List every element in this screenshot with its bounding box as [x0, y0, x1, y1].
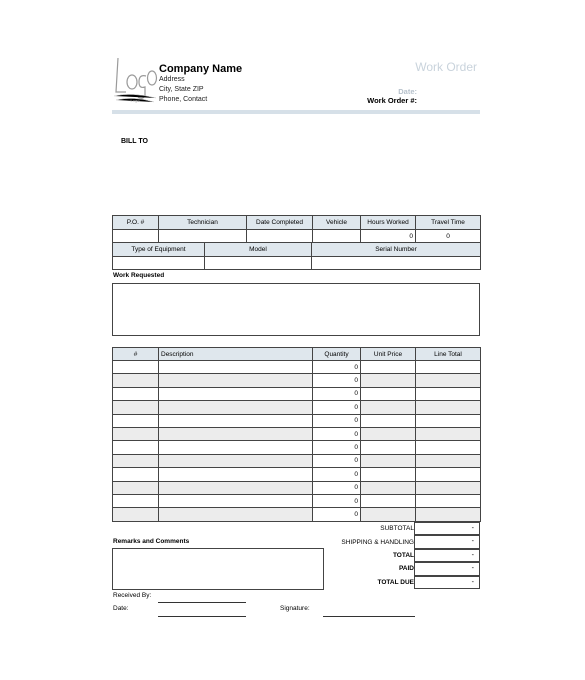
item-unit-price-cell[interactable] — [361, 454, 416, 467]
item-number-cell[interactable] — [113, 374, 159, 387]
item-unit-price-cell[interactable] — [361, 427, 416, 440]
item-quantity-cell[interactable]: 0 — [313, 494, 361, 507]
item-number-cell[interactable] — [113, 427, 159, 440]
item-unit-price-cell[interactable] — [361, 481, 416, 494]
item-line-total-cell[interactable] — [416, 494, 481, 507]
item-row — [113, 361, 481, 374]
item-row — [113, 481, 481, 494]
document-title: Work Order — [415, 60, 477, 74]
item-quantity-cell[interactable]: 0 — [313, 387, 361, 400]
item-unit-price-cell[interactable] — [361, 468, 416, 481]
totals-label: PAID — [398, 565, 414, 573]
serial-number-header: Serial Number — [312, 243, 481, 257]
item-quantity-cell[interactable]: 0 — [313, 441, 361, 454]
totals-value: - — [414, 576, 480, 589]
bill-to-label: BILL TO — [121, 138, 148, 145]
item-description-cell[interactable] — [159, 481, 313, 494]
item-quantity-cell[interactable]: 0 — [313, 468, 361, 481]
totals-label: SHIPPING & HANDLING — [341, 538, 414, 546]
totals-label: SUBTOTAL — [380, 525, 414, 533]
totals-value: - — [414, 522, 480, 535]
item-description-cell[interactable] — [159, 441, 313, 454]
received-by-label: Received By: — [113, 592, 152, 599]
item-unit-price-cell[interactable] — [361, 387, 416, 400]
item-number-cell[interactable] — [113, 441, 159, 454]
item-row — [113, 454, 481, 467]
serial-number-cell[interactable] — [312, 257, 481, 270]
address-line: Address — [159, 76, 185, 83]
item-quantity-cell[interactable]: 0 — [313, 454, 361, 467]
item-quantity-cell[interactable]: 0 — [313, 361, 361, 374]
item-line-total-cell[interactable] — [416, 481, 481, 494]
item-unit-price-cell[interactable] — [361, 494, 416, 507]
signature-line[interactable] — [323, 616, 415, 617]
work-requested-box[interactable] — [112, 283, 480, 336]
item-row — [113, 468, 481, 481]
equipment-type-cell[interactable] — [113, 257, 205, 270]
item-line-total-cell[interactable] — [416, 427, 481, 440]
item-row — [113, 374, 481, 387]
model-cell[interactable] — [205, 257, 312, 270]
item-number-cell[interactable] — [113, 414, 159, 427]
date-signature-label: Date: — [113, 605, 129, 612]
date-completed-cell[interactable] — [247, 230, 313, 243]
item-row — [113, 414, 481, 427]
city-state-zip: City, State ZIP — [159, 86, 204, 93]
equipment-type-header: Type of Equipment — [113, 243, 205, 257]
job-details-table — [112, 215, 481, 243]
item-row — [113, 441, 481, 454]
item-quantity-cell[interactable]: 0 — [313, 401, 361, 414]
item-line-total-cell[interactable] — [416, 468, 481, 481]
item-number-cell[interactable] — [113, 401, 159, 414]
item-line-total-cell[interactable] — [416, 454, 481, 467]
company-logo — [112, 52, 158, 104]
item-description-cell[interactable] — [159, 414, 313, 427]
item-number-cell[interactable] — [113, 468, 159, 481]
item-description-cell[interactable] — [159, 427, 313, 440]
totals-value: - — [414, 549, 480, 562]
item-line-total-cell[interactable] — [416, 387, 481, 400]
item-number-cell[interactable] — [113, 454, 159, 467]
item-unit-price-cell[interactable] — [361, 374, 416, 387]
travel-time-cell[interactable]: 0 — [416, 230, 481, 243]
item-quantity-cell[interactable]: 0 — [313, 427, 361, 440]
item-description-cell[interactable] — [159, 494, 313, 507]
item-number-cell[interactable] — [113, 361, 159, 374]
item-number-cell[interactable] — [113, 508, 159, 521]
totals-label: TOTAL DUE — [377, 578, 414, 586]
item-line-total-cell[interactable] — [416, 414, 481, 427]
po-number-header: P.O. # — [113, 216, 159, 230]
totals-value: - — [414, 562, 480, 575]
date-label: Date: — [398, 87, 417, 96]
company-name: Company Name — [159, 63, 243, 75]
item-quantity-cell[interactable]: 0 — [313, 414, 361, 427]
item-number-cell[interactable] — [113, 387, 159, 400]
item-row — [113, 508, 481, 521]
item-row — [113, 401, 481, 414]
item-number-cell[interactable] — [113, 481, 159, 494]
logo-text: Logo — [130, 98, 140, 103]
unit-price-header: Unit Price — [361, 348, 416, 361]
hours-worked-cell[interactable]: 0 — [361, 230, 416, 243]
item-line-total-cell[interactable] — [416, 441, 481, 454]
technician-header: Technician — [159, 216, 247, 230]
item-quantity-cell[interactable]: 0 — [313, 481, 361, 494]
totals-value: - — [414, 535, 480, 548]
item-description-cell[interactable] — [159, 508, 313, 521]
item-description-cell[interactable] — [159, 401, 313, 414]
item-row — [113, 427, 481, 440]
totals-label: TOTAL — [392, 551, 414, 559]
item-unit-price-cell[interactable] — [361, 401, 416, 414]
received-by-line[interactable] — [158, 602, 246, 603]
po-number-cell[interactable] — [113, 230, 159, 243]
item-description-cell[interactable] — [159, 387, 313, 400]
work-requested-label: Work Requested — [113, 272, 165, 279]
date-completed-header: Date Completed — [247, 216, 313, 230]
hours-worked-header: Hours Worked — [361, 216, 416, 230]
item-quantity-cell[interactable]: 0 — [313, 374, 361, 387]
item-description-cell[interactable] — [159, 361, 313, 374]
phone-contact: Phone, Contact — [159, 96, 208, 103]
totals-row — [254, 522, 480, 535]
vehicle-header: Vehicle — [313, 216, 361, 230]
remarks-label: Remarks and Comments — [113, 538, 190, 545]
item-unit-price-cell[interactable] — [361, 441, 416, 454]
signature-label: Signature: — [280, 605, 310, 612]
item-line-total-cell[interactable] — [416, 374, 481, 387]
work-order-number-label: Work Order #: — [367, 96, 417, 105]
date-line[interactable] — [158, 616, 246, 617]
item-quantity-cell[interactable]: 0 — [313, 508, 361, 521]
item-unit-price-cell[interactable] — [361, 361, 416, 374]
totals-row — [254, 535, 480, 548]
item-number-header: # — [113, 348, 159, 361]
line-items-table — [112, 347, 481, 522]
item-description-cell[interactable] — [159, 374, 313, 387]
quantity-header: Quantity — [313, 348, 361, 361]
item-row — [113, 494, 481, 507]
item-unit-price-cell[interactable] — [361, 508, 416, 521]
item-line-total-cell[interactable] — [416, 401, 481, 414]
technician-cell[interactable] — [159, 230, 247, 243]
item-row — [113, 387, 481, 400]
item-description-cell[interactable] — [159, 454, 313, 467]
line-total-header: Line Total — [416, 348, 481, 361]
model-header: Model — [205, 243, 312, 257]
description-header: Description — [159, 348, 313, 361]
travel-time-header: Travel Time — [416, 216, 481, 230]
item-number-cell[interactable] — [113, 494, 159, 507]
item-description-cell[interactable] — [159, 468, 313, 481]
item-line-total-cell[interactable] — [416, 508, 481, 521]
vehicle-cell[interactable] — [313, 230, 361, 243]
remarks-box[interactable] — [112, 548, 324, 590]
equipment-table — [112, 242, 481, 270]
item-unit-price-cell[interactable] — [361, 414, 416, 427]
header-rule — [112, 110, 480, 114]
item-line-total-cell[interactable] — [416, 361, 481, 374]
